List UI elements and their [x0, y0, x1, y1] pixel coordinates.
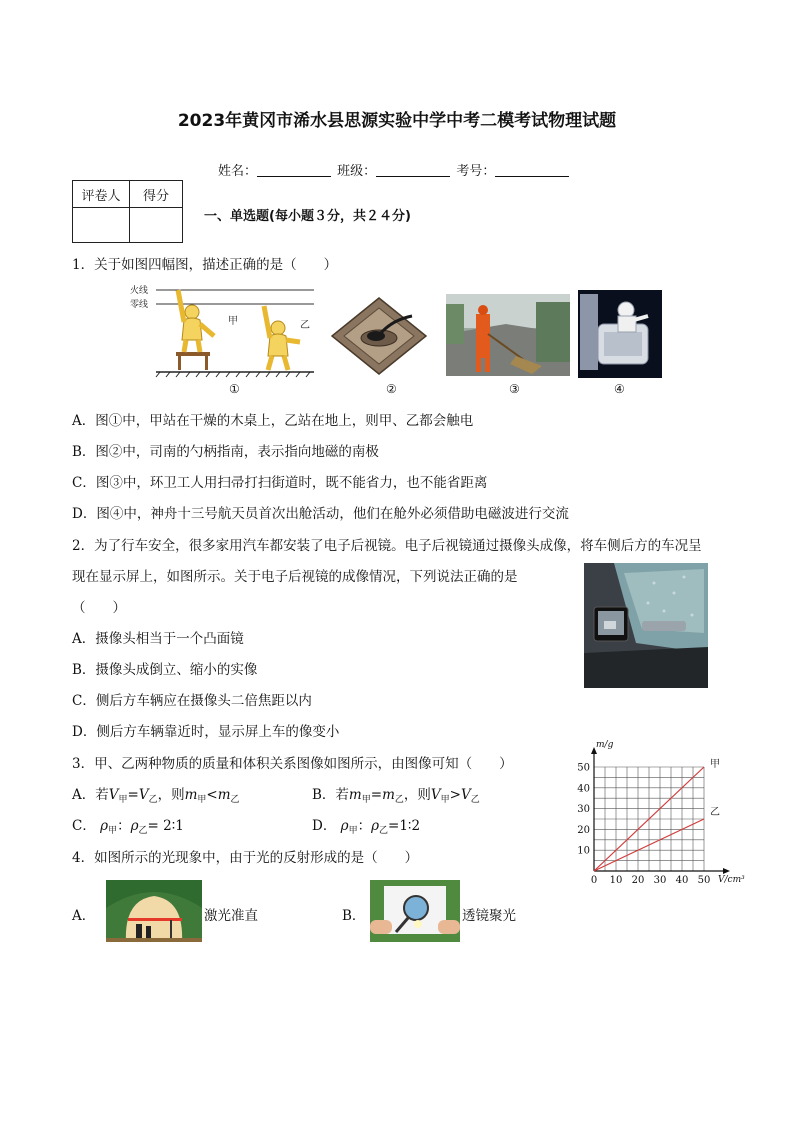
x-axis-arrow: [723, 868, 730, 874]
q3b-sub-jia: 甲: [361, 795, 371, 805]
q3c-sub-yi: 乙: [138, 826, 148, 836]
q1-figure-2-sinan-compass-icon: [330, 296, 428, 376]
x-tick-label: 0: [590, 875, 598, 886]
q3a-v2: V: [138, 787, 149, 803]
caption-4: ④: [614, 382, 625, 396]
q3b-rel: >: [449, 787, 461, 803]
q2-stem-line1: 2．为了行车安全，很多家用汽车都安装了电子后视镜。电子后视镜通过摄像头成像，将车侧后方的车况呈: [72, 538, 702, 554]
person-jia-icon: [178, 290, 214, 352]
zero-wire-label: 零线: [130, 300, 149, 310]
number-label: 考号：: [456, 164, 496, 179]
q3b-sub-yi2: 乙: [470, 795, 480, 805]
q3b-m: m: [348, 787, 362, 803]
score-header: 得分: [130, 181, 183, 208]
caption-1: ①: [229, 382, 240, 396]
q3a-mid: ，则: [157, 787, 185, 803]
y-tick-label: 20: [577, 824, 590, 836]
q3a-prefix: A．若: [72, 787, 109, 803]
q3a-eq: =: [127, 787, 139, 803]
q3d-prefix: D．: [312, 818, 337, 834]
person-jia-label: 甲: [228, 316, 238, 327]
q4-lens-focus-image: [370, 880, 460, 942]
score-cell: [130, 208, 183, 243]
q3a-sub-yi2: 乙: [230, 795, 240, 805]
q3b-mid: ，则: [403, 787, 431, 803]
q3a-sub-jia2: 甲: [197, 795, 207, 805]
q1-option-d: D．图④中，神舟十三号航天员首次出舱活动，他们在舱外必须借助电磁波进行交流: [72, 506, 569, 522]
q4-option-a-text: 激光准直: [204, 908, 258, 924]
q3d-rho: ρ: [340, 818, 349, 834]
name-label: 姓名：: [218, 164, 258, 179]
q2-option-c: C．侧后方车辆应在摄像头二倍焦距以内: [72, 693, 312, 709]
q1-stem: 1．关于如图四幅图，描述正确的是（ ）: [72, 257, 338, 273]
y-tick-label: 50: [577, 762, 590, 774]
q1-figure-4-astronaut-photo: [578, 290, 662, 378]
q3d-val: =1∶2: [388, 818, 421, 834]
mass-volume-chart: [568, 738, 748, 888]
number-field[interactable]: [495, 164, 569, 177]
q3d-sub-yi: 乙: [379, 826, 389, 836]
q2-option-b: B．摄像头成倒立、缩小的实像: [72, 662, 258, 678]
q3a-sub-yi: 乙: [148, 795, 158, 805]
person-yi-icon: [264, 306, 300, 370]
caption-3: ③: [509, 382, 520, 396]
q3c-val: = 2∶1: [147, 818, 184, 834]
q3-option-b: [312, 783, 480, 805]
q1-figure-3-sweeper-photo: [446, 294, 570, 376]
q2-option-d: D．侧后方车辆靠近时，显示屏上车的像变小: [72, 724, 340, 740]
q3d-sub-jia: 甲: [348, 826, 358, 836]
y-tick-label: 10: [577, 845, 590, 857]
q3a-v: V: [108, 787, 119, 803]
q3a-m2: m: [217, 787, 231, 803]
grade-table: [72, 180, 183, 243]
y-tick-label: 30: [577, 804, 590, 816]
page-title: 2023年黄冈市浠水县思源实验中学中考二模考试物理试题: [177, 111, 617, 131]
q3b-v2: V: [460, 787, 471, 803]
q3-stem: 3．甲、乙两种物质的质量和体积关系图像如图所示，由图像可知（ ）: [72, 756, 513, 772]
q4-option-a-label: A．: [72, 908, 96, 924]
q3b-v: V: [430, 787, 441, 803]
x-tick-label: 40: [675, 875, 689, 886]
class-field[interactable]: [376, 164, 450, 177]
q3-option-c: [72, 814, 184, 836]
y-tick-label: 40: [577, 783, 590, 795]
q2-option-a: A．摄像头相当于一个凸面镜: [72, 631, 244, 647]
q3d-rho2: ρ: [371, 818, 380, 834]
person-yi-label: 乙: [300, 320, 310, 331]
x-tick-label: 30: [653, 875, 667, 886]
q2-stem-line2: 现在显示屏上，如图所示。关于电子后视镜的成像情况，下列说法正确的是: [72, 569, 518, 585]
q3c-sub-jia: 甲: [108, 826, 118, 836]
q1-option-a: A．图①中，甲站在干燥的木桌上，乙站在地上，则甲、乙都会触电: [72, 413, 474, 429]
q1-option-b: B．图②中，司南的勺柄指南，表示指向地磁的南极: [72, 444, 379, 460]
series-label-jia: 甲: [710, 759, 720, 770]
q3c-prefix: C．: [72, 818, 96, 834]
q4-stem: 4．如图所示的光现象中，由于光的反射形成的是（ ）: [72, 850, 419, 866]
q3b-eq: =: [370, 787, 383, 803]
q3a-sub-jia: 甲: [118, 795, 128, 805]
x-tick-label: 10: [609, 875, 623, 886]
q4-option-b-label: B．: [342, 908, 366, 924]
q2-stem-line3: （ ）: [72, 600, 126, 616]
q3c-rho2: ρ: [130, 818, 139, 834]
q3b-prefix: B．若: [312, 787, 349, 803]
q3a-m: m: [184, 787, 198, 803]
q1-figure-1-electric: [128, 280, 316, 378]
q3b-sub-jia2: 甲: [440, 795, 450, 805]
q3b-m2: m: [382, 787, 395, 803]
q3b-sub-yi: 乙: [394, 795, 404, 805]
q3c-colon: ：: [117, 818, 131, 834]
q2-electronic-mirror-photo: [584, 563, 708, 688]
q1-option-c: C．图③中，环卫工人用扫帚打扫街道时，既不能省力，也不能省距离: [72, 475, 488, 491]
q3d-colon: ：: [357, 818, 372, 834]
caption-2: ②: [386, 382, 397, 396]
q3-option-a: [72, 783, 240, 805]
series-label-yi: 乙: [710, 807, 720, 818]
reviewer-header: 评卷人: [73, 181, 130, 208]
q4-option-b-text: 透镜聚光: [462, 908, 516, 924]
x-tick-label: 50: [697, 875, 711, 886]
q4-laser-tunnel-image: [106, 880, 202, 942]
y-axis-label: m/g: [596, 740, 614, 750]
q3-option-d: [312, 814, 420, 836]
fire-wire-label: 火线: [130, 286, 149, 296]
x-tick-label: 20: [631, 875, 645, 886]
class-label: 班级：: [337, 164, 377, 179]
name-field[interactable]: [257, 164, 331, 177]
section-heading: 一、单选题(每小题３分，共２４分): [204, 209, 411, 224]
x-axis-label: V/cm³: [718, 875, 745, 885]
reviewer-cell: [73, 208, 130, 243]
q3a-rel: <: [206, 787, 218, 803]
q3c-rho: ρ: [100, 818, 109, 834]
student-info: [218, 160, 571, 179]
